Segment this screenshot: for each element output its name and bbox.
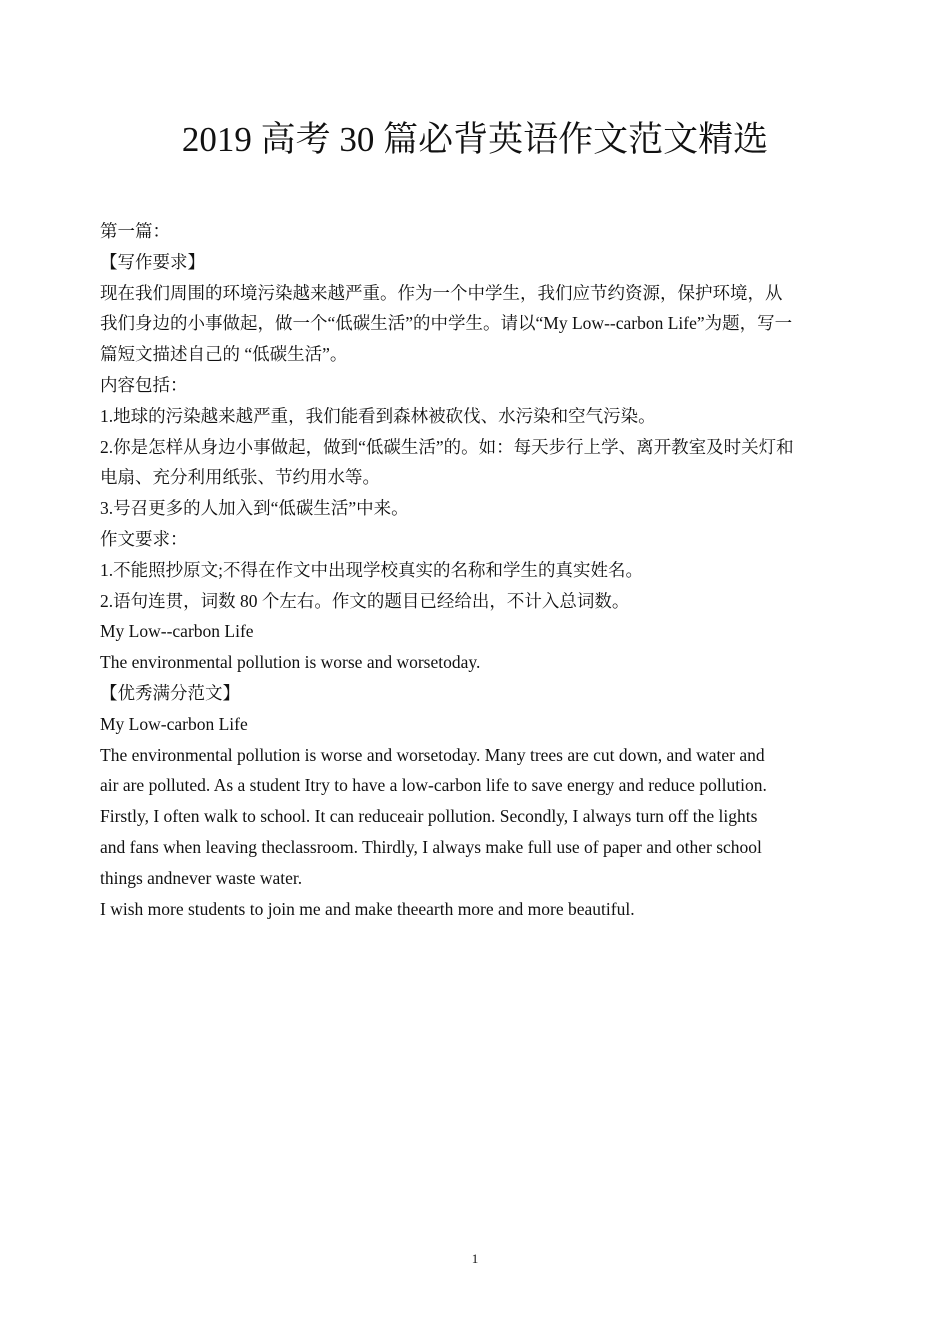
essay-section: [100, 216, 860, 924]
page-number: 1: [471, 1251, 479, 1266]
content-point: 3.号召更多的人加入到“低碳生活”中来。: [100, 498, 409, 519]
document-title: 2019 高考 30 篇必背英语作文范文精选: [181, 120, 769, 159]
section-heading: 第一篇：: [100, 221, 170, 241]
task-point: 1.不能照抄原文;不得在作文中出现学校真实的名称和学生的真实姓名。: [100, 559, 643, 580]
task-header: 作文要求：: [100, 528, 188, 549]
content-point: 电扇、充分利用纸张、节约用水等。: [100, 467, 380, 488]
sample-title: My Low-carbon Life: [100, 713, 248, 734]
sample-line: things andnever waste water.: [100, 867, 303, 888]
given-opening: The environmental pollution is worse and worsetoday.: [100, 652, 481, 673]
content-point: 1.地球的污染越来越严重，我们能看到森林被砍伐、水污染和空气污染。: [100, 405, 656, 426]
prompt-line: 我们身边的小事做起，做一个“低碳生活”的中学生。请以“My Low--carbon Life”为题，写一: [100, 313, 793, 334]
sample-line: Firstly, I often walk to school. It can reduceair pollution. Secondly, I always turn off the lights: [100, 806, 758, 827]
sample-line: I wish more students to join me and make theearth more and more beautiful.: [100, 898, 635, 919]
prompt-line: 现在我们周围的环境污染越来越严重。作为一个中学生，我们应节约资源，保护环境，从: [100, 282, 783, 303]
given-title: My Low--carbon Life: [100, 621, 254, 642]
sample-header: 【优秀满分范文】: [100, 682, 240, 703]
content-point: 2.你是怎样从身边小事做起，做到“低碳生活”的。如：每天步行上学、离开教室及时关灯和: [100, 436, 794, 457]
sample-line: The environmental pollution is worse and worsetoday. Many trees are cut down, and water and: [100, 744, 765, 765]
requirements-header: 【写作要求】: [100, 251, 205, 272]
task-point: 2.语句连贯，词数 80 个左右。作文的题目已经给出，不计入总词数。: [100, 590, 630, 611]
sample-line: air are polluted. As a student Itry to have a low-carbon life to save energy and reduce pollution.: [100, 775, 767, 796]
prompt-line: 篇短文描述自己的 “低碳生活”。: [100, 344, 348, 365]
content-header: 内容包括：: [100, 374, 188, 395]
sample-line: and fans when leaving theclassroom. Thirdly, I always make full use of paper and other school: [100, 836, 762, 857]
